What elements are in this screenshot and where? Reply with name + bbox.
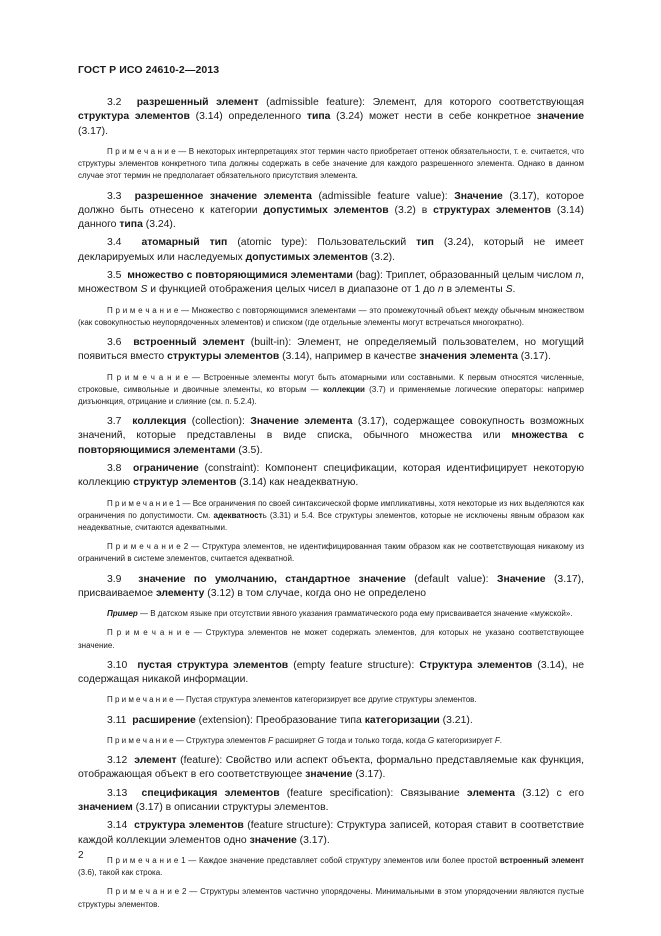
term-3-9: 3.9 значение по умолчанию, стандартное значение (default value): Значение (3.17), присваиваемое элементу (3.12) в том случае, когда оно не определено — [78, 573, 584, 599]
note-3-14-1: П р и м е ч а н и е 1 — Каждое значение представляет собой структуру элементов или более простой встроенный элемент (3.6), такой как строка. — [78, 855, 585, 878]
note-3-2: П р и м е ч а н и е — В некоторых интерпретациях этот термин часто приобретает оттенок обязательности, т. е. считается, что структуры элементов конкретного типа должны содержать в себе значение для каждого разрешенного элемента. Однако в данном случае этот термин не предполагает обязательного присутствия элемента. — [78, 146, 585, 181]
term-3-6: 3.6 встроенный элемент (built-in): Элемент, не определяемый пользователем, но могущий появиться вместо структуры элементов (3.14), например в качестве значения элемента (3.17). — [78, 336, 584, 363]
term-3-12: 3.12 элемент (feature): Свойство или аспект объекта, формально представляемые как функция, отображающая объект в его соответствующее значение (3.17). — [78, 755, 584, 781]
example-3-9: Пример — В датском языке при отсутствии явного указания грамматического рода ему присваивается значение «мужской». — [107, 609, 573, 619]
note-3-11: П р и м е ч а н и е — Структура элементов F расширяет G тогда и только тогда, когда G категоризирует F. — [107, 735, 503, 745]
page-content — [78, 96, 584, 918]
term-3-11: 3.11 расширение (extension): Преобразование типа категоризации (3.21). — [107, 714, 473, 726]
term-3-4: 3.4 атомарный тип (atomic type): Пользовательский тип (3.24), который не имеет декларируемых или наследуемых допустимых элементов (3.2). — [78, 237, 585, 263]
term-3-7: 3.7 коллекция (collection): Значение элемента (3.17), содержащее совокупность возможных значений, которые представлены в виде списка, обычного множества или множества с повторяющимися элементами (3.5). — [78, 416, 585, 456]
page-number: 2 — [78, 850, 84, 861]
note-3-9: П р и м е ч а н и е — Структура элементов не может содержать элементов, для которых не указано соответствующее значение. — [78, 628, 584, 650]
note-3-14-2: П р и м е ч а н и е 2 — Структуры элементов частично упорядочены. Минимальными в этом упорядочении являются пустые структуры элементов. — [78, 887, 584, 909]
note-3-6: П р и м е ч а н и е — Встроенные элементы могут быть атомарными или составными. К первым относятся численные, строковые, символьные и двоичные элементы, ко вторым — коллекции (3.7) и применяемые логические операторы: например дизъюнкция, отрицание и слияние (см. п. 5.2.4). — [78, 372, 585, 406]
term-3-2: 3.2 разрешенный элемент (admissible feature): Элемент, для которого соответствующая структура элементов (3.14) определенного типа (3.24) может нести в себе конкретное значение (3.17). — [78, 97, 584, 137]
note-3-8-2: П р и м е ч а н и е 2 — Структура элементов, не идентифицированная таким образом как не соответствующая никакому из ограничений в системе элементов, считается адекватной. — [78, 542, 585, 564]
term-name: разрешенный элемент — [136, 97, 259, 108]
term-number: 3.2 — [107, 97, 122, 108]
term-3-3: 3.3 разрешенное значение элемента (admissible feature value): Значение (3.17), которое должно быть отнесено к категории допустимых элементов (3.2) в структурах элементов (3.14) данного типа (3.24). — [78, 190, 584, 231]
note-3-8-1: П р и м е ч а н и е 1 — Все ограничения по своей синтаксической форме импликативны, хотя некоторые из них выделяются как ограничения по допустимости. См. адекватность (3.31) и 5.4. Все структуры элементов, которые не исключены явным образом как неадекватные, считаются адекватными. — [78, 498, 584, 533]
term-3-8: 3.8 ограничение (constraint): Компонент спецификации, которая идентифицирует некоторую коллекцию структур элементов (3.14) как неадекватную. — [78, 463, 585, 489]
term-3-14: 3.14 структура элементов (feature structure): Структура записей, которая ставит в соответствие каждой коллекции элементов одно значение (3.17). — [78, 820, 584, 846]
term-3-13: 3.13 спецификация элементов (feature specification): Связывание элемента (3.12) с его значением (3.17) в описании структуры элементов. — [78, 787, 584, 814]
note-3-5: П р и м е ч а н и е — Множество с повторяющимися элементами — это промежуточный объект между обычным множеством (как совокупностью неупорядоченных элементов) и списком (где отдельные элементы могут встречаться многократно). — [78, 305, 585, 327]
document-header: ГОСТ Р ИСО 24610-2—2013 — [78, 64, 220, 76]
note-3-10: П р и м е ч а н и е — Пустая структура элементов категоризирует все другие структуры элементов. — [107, 695, 477, 705]
term-3-10: 3.10 пустая структура элементов (empty feature structure): Структура элементов (3.14), не содержащая никакой информации. — [78, 659, 585, 686]
term-3-5: 3.5 множество с повторяющимися элементами (bag): Триплет, образованный целым числом n, множеством S и функцией отображения целых чисел в диапазоне от 1 до n в элементы S. — [78, 269, 584, 296]
